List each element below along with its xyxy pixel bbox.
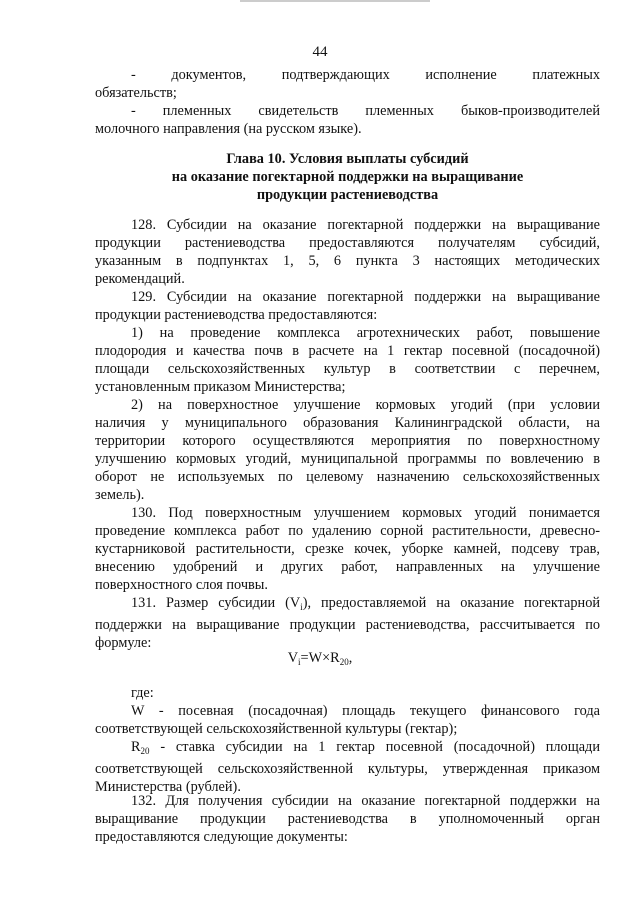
paragraph-line: улучшению кормовых угодий, муниципальной программы по вовлечению в xyxy=(95,451,600,467)
paragraph-line: кустарниковой растительности, срезке кочек, уборке камней, подсеву трав, xyxy=(95,541,600,557)
paragraph-line: площади сельскохозяйственных культур в соответствии с перечнем, xyxy=(95,361,600,377)
list-item-documents xyxy=(95,66,600,102)
paragraph-132 xyxy=(95,792,600,846)
paragraph-line: 129. Субсидии на оказание погектарной поддержки на выращивание xyxy=(131,289,600,305)
paragraph-line: выращивание продукции растениеводства в уполномоченный орган xyxy=(95,811,600,827)
paragraph-line: 130. Под поверхностным улучшением кормовых угодий понимается xyxy=(131,505,600,521)
definition-line: W - посевная (посадочная) площадь текущего финансового года xyxy=(131,703,600,719)
paragraph-line: предоставляются следующие документы: xyxy=(95,829,348,845)
formula-symbol: , xyxy=(348,650,353,666)
subscript: 20 xyxy=(339,657,349,667)
page-number: 44 xyxy=(312,44,328,60)
paragraph-line: рекомендаций. xyxy=(95,271,185,287)
where-label: где: xyxy=(131,685,154,701)
chapter-title-line: Глава 10. Условия выплаты субсидий xyxy=(226,151,469,167)
paragraph-line: 128. Субсидии на оказание погектарной поддержки на выращивание xyxy=(131,217,600,233)
formula-symbol: =W×R xyxy=(300,650,340,666)
paragraph-line: формуле: xyxy=(95,635,152,651)
paragraph-line: установленным приказом Министерства; xyxy=(95,379,346,395)
definition-line: Министерства (рублей). xyxy=(95,779,241,795)
definition-line: соответствующей сельскохозяйственной культуры, утвержденная приказом xyxy=(95,761,600,777)
subscript: i xyxy=(300,602,303,612)
paragraph-line: 1) на проведение комплекса агротехнических работ, повышение xyxy=(131,325,600,341)
paragraph-line: 2) на поверхностное улучшение кормовых угодий (при условии xyxy=(131,397,600,413)
paragraph-129 xyxy=(95,288,600,504)
paragraph-line: проведение комплекса работ по удалению сорной растительности, древесно- xyxy=(95,523,600,539)
paragraph-line: продукции растениеводства предоставляются получателям субсидий, xyxy=(95,235,600,251)
paragraph-line: поверхностного слоя почвы. xyxy=(95,577,268,593)
formula-symbol: V xyxy=(287,650,299,666)
paragraph-line xyxy=(95,594,600,616)
subscript: i xyxy=(298,657,301,667)
list-line: - документов, подтверждающих исполнение платежных xyxy=(131,67,600,83)
paragraph-line: указанным в подпунктах 1, 5, 6 пункта 3 настоящих методических xyxy=(95,253,600,269)
paragraph-line: продукции растениеводства предоставляются: xyxy=(95,307,378,323)
paragraph-line: плодородия и качества почв в расчете на 1 гектар посевной (посадочной) xyxy=(95,343,600,359)
paragraph-line: 132. Для получения субсидии на оказание погектарной поддержки на xyxy=(131,793,600,809)
chapter-title-line: на оказание погектарной поддержки на выращивание xyxy=(171,169,524,185)
paragraph-line: оборот не используемых по целевому назначению сельскохозяйственных xyxy=(95,469,600,485)
paragraph-line: земель). xyxy=(95,487,145,503)
paragraph-line: наличия у муниципального образования Калининградской области, на xyxy=(95,415,600,431)
list-line: молочного направления (на русском языке). xyxy=(95,121,362,137)
list-item-certificates xyxy=(95,102,600,138)
definition-line: соответствующей сельскохозяйственной культуры (гектар); xyxy=(95,721,458,737)
text-run: ), предоставляемой на оказание погектарной xyxy=(302,595,600,611)
chapter-heading xyxy=(95,150,600,204)
scan-edge-line xyxy=(240,0,430,2)
paragraph-line: внесению удобрений и других работ, направленных на улучшение xyxy=(95,559,600,575)
list-line: обязательств; xyxy=(95,85,177,101)
paragraph-line: территории которого осуществляются мероприятия по поверхностному xyxy=(95,433,600,449)
text-run: 131. Размер субсидии (V xyxy=(131,595,301,611)
definition-line xyxy=(95,738,600,760)
subscript: 20 xyxy=(140,746,150,756)
chapter-title-line: продукции растениеводства xyxy=(256,187,439,203)
definitions xyxy=(95,684,600,796)
paragraph-line: поддержки на выращивание продукции растениеводства, рассчитывается по xyxy=(95,617,600,633)
list-line: - племенных свидетельств племенных быков-производителей xyxy=(131,103,600,119)
paragraph-128 xyxy=(95,216,600,288)
paragraph-130 xyxy=(95,504,600,594)
text-run: R xyxy=(131,739,141,755)
text-run: - ставка субсидии на 1 гектар посевной (посадочной) площади xyxy=(149,739,600,755)
formula xyxy=(0,650,640,667)
paragraph-131 xyxy=(95,594,600,652)
